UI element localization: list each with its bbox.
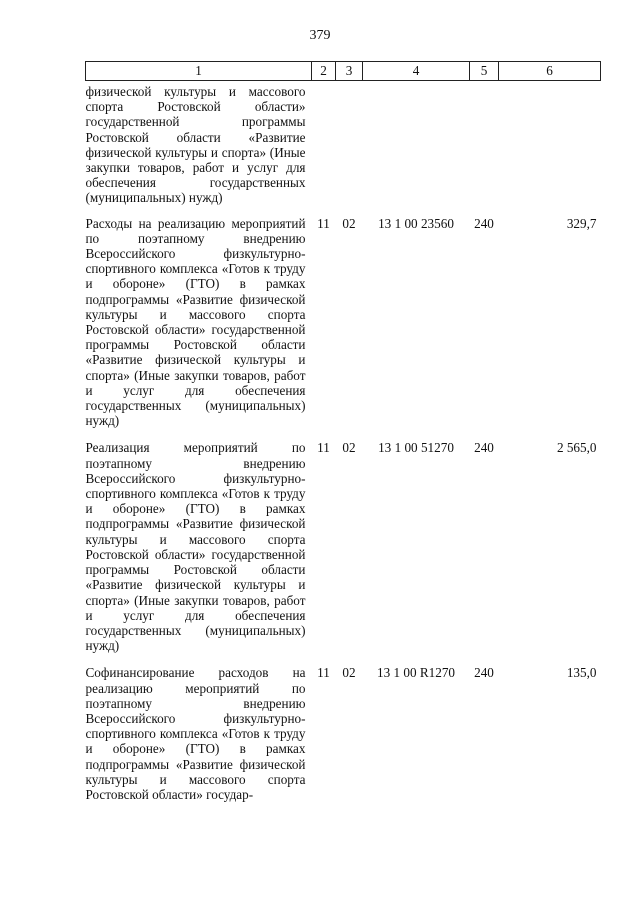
row-type: 240 — [474, 665, 494, 681]
column-header-4: 4 — [363, 62, 470, 81]
row-amount: 135,0 — [566, 665, 597, 681]
row-amount: 2 565,0 — [556, 440, 597, 456]
column-header-3: 3 — [336, 62, 363, 81]
table-row — [86, 440, 601, 665]
row-subsection: 02 — [342, 665, 356, 681]
row-section: 11 — [317, 215, 330, 231]
row-name: Реализация мероприятий по поэтапному внедрению Всероссийского физкультурно-спортивного комплекса «Готов к труду и обороне» (ГТО) в рамках подпрограммы «Развитие физической культуры и массового спорта Ростовской области» государственной программы Ростовской области «Развитие физической культуры и спорта» (Иные закупки товаров, работ и услуг для обеспечения государственных (муниципальных) нужд) — [85, 440, 306, 654]
row-type: 240 — [474, 440, 494, 456]
row-target: 13 1 00 51270 — [378, 440, 454, 456]
column-header-5: 5 — [470, 62, 499, 81]
row-name: Софинансирование расходов на реализацию мероприятий по поэтапному внедрению Всероссийского физкультурно-спортивного комплекса «Готов к труду и обороне» (ГТО) в рамках подпрограммы «Развитие физической культуры и массового спорта Ростовской области» государ- — [85, 665, 306, 802]
column-header-2: 2 — [312, 62, 336, 81]
row-section: 11 — [317, 440, 330, 456]
row-subsection — [336, 81, 363, 216]
row-amount: 329,7 — [566, 215, 597, 231]
row-name: Расходы на реализацию мероприятий по поэтапному внедрению Всероссийского физкультурно-спортивного комплекса «Готов к труду и обороне» (ГТО) в рамках подпрограммы «Развитие физической культуры и массового спорта Ростовской области» государственной программы Ростовской области «Развитие физической культуры и спорта» (Иные закупки товаров, работ и услуг для обеспечения государственных (муниципальных) нужд) — [85, 215, 306, 429]
column-header-6: 6 — [499, 62, 601, 81]
row-section — [312, 81, 336, 216]
table-row — [86, 665, 601, 802]
page-number: 379 — [309, 28, 331, 43]
table-row — [86, 216, 601, 441]
row-name: физической культуры и массового спорта Ростовской области» государственной программы Ростовской области «Развитие физической культуры и спорта» (Иные закупки товаров, работ и услуг для обеспечения государственных (муниципальных) нужд) — [85, 84, 306, 206]
row-subsection: 02 — [342, 215, 356, 231]
column-header-1: 1 — [86, 62, 312, 81]
row-amount — [499, 81, 601, 216]
table-header-row — [86, 62, 601, 81]
table-row — [86, 81, 601, 216]
row-target: 13 1 00 R1270 — [376, 665, 456, 681]
row-subsection: 02 — [342, 440, 356, 456]
row-target — [363, 81, 470, 216]
row-type — [470, 81, 499, 216]
row-section: 11 — [317, 665, 330, 681]
row-target: 13 1 00 23560 — [378, 215, 454, 231]
budget-table — [85, 61, 601, 802]
row-type: 240 — [474, 215, 494, 231]
